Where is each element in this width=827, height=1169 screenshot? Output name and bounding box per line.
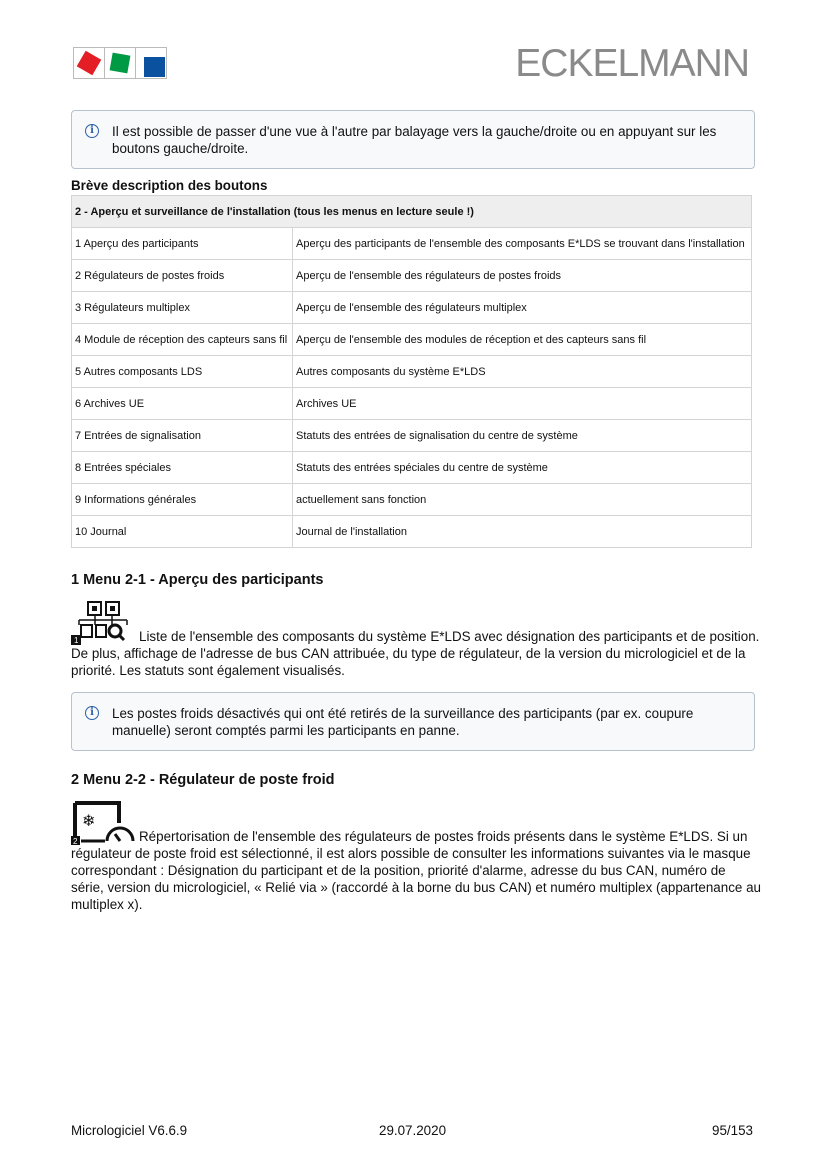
button-name: 3 Régulateurs multiplex: [72, 292, 293, 324]
table-row: [72, 228, 752, 260]
button-name: 7 Entrées de signalisation: [72, 420, 293, 452]
button-description: Aperçu de l'ensemble des modules de réception et des capteurs sans fil: [293, 324, 752, 356]
footer-version: Micrologiciel V6.6.9: [71, 1123, 188, 1138]
table-row: [72, 484, 752, 516]
footer-page-number: 95/153: [712, 1123, 753, 1138]
footer-date: 29.07.2020: [379, 1123, 447, 1138]
refrigerated-case-controller-icon: [71, 801, 135, 845]
table-title: Brève description des boutons: [71, 178, 268, 193]
button-description: Aperçu de l'ensemble des régulateurs de postes froids: [293, 260, 752, 292]
section-1-paragraph: Liste de l'ensemble des composants du système E*LDS avec désignation des participants et de position. De plus, affichage de l'adresse de bus CAN attribuée, du type de régulateur, de la version du micrologiciel et de la priorité. Les statuts sont également visualisés.: [71, 629, 760, 678]
info-box-navigation: [71, 110, 755, 169]
button-description: Aperçu des participants de l'ensemble des composants E*LDS se trouvant dans l'installation: [293, 228, 752, 260]
button-name: 9 Informations générales: [72, 484, 293, 516]
button-name: 4 Module de réception des capteurs sans fil: [72, 324, 293, 356]
button-description: Aperçu de l'ensemble des régulateurs multiplex: [293, 292, 752, 324]
icon-badge: 2: [73, 837, 78, 845]
participants-network-icon: [71, 601, 135, 645]
table-row: [72, 452, 752, 484]
button-description: actuellement sans fonction: [293, 484, 752, 516]
table-row: [72, 324, 752, 356]
brand-name: ECKELMANN: [515, 42, 749, 85]
table-row: [72, 516, 752, 548]
section-2-paragraph: Répertorisation de l'ensemble des régulateurs de postes froids présents dans le système E*LDS. Si un régulateur de poste froid est sélectionné, il est alors possible de consulter les informations suivantes via le masque correspondant : Désignation du participant et de la position, priorité d'alarme, adresse du bus CAN, numéro de série, version du micrologiciel, « Relié via » (raccordé à la borne du bus CAN) et numéro multiplex (appartenance au multiplex x).: [71, 829, 761, 912]
info-icon: i: [85, 706, 99, 720]
info-box-participants: [71, 692, 755, 751]
info-text: Il est possible de passer d'une vue à l'autre par balayage vers la gauche/droite ou en appuyant sur les boutons gauche/droite.: [112, 124, 717, 156]
button-description: Journal de l'installation: [293, 516, 752, 548]
table-row: [72, 356, 752, 388]
section-1-text: [71, 601, 761, 679]
icon-badge: 1: [74, 636, 79, 645]
button-description: Statuts des entrées de signalisation du centre de système: [293, 420, 752, 452]
table-row: [72, 260, 752, 292]
button-description: Archives UE: [293, 388, 752, 420]
section-1-title: 1 Menu 2-1 - Aperçu des participants: [71, 572, 324, 588]
info-icon: i: [85, 124, 99, 138]
button-name: 1 Aperçu des participants: [72, 228, 293, 260]
button-name: 5 Autres composants LDS: [72, 356, 293, 388]
section-2-title: 2 Menu 2-2 - Régulateur de poste froid: [71, 772, 335, 788]
table-row: [72, 420, 752, 452]
table-header: 2 - Aperçu et surveillance de l'installation (tous les menus en lecture seule !): [72, 196, 752, 228]
button-name: 10 Journal: [72, 516, 293, 548]
buttons-table: [71, 195, 752, 548]
button-description: Statuts des entrées spéciales du centre de système: [293, 452, 752, 484]
button-name: 6 Archives UE: [72, 388, 293, 420]
company-logo: [73, 47, 167, 79]
table-row: [72, 388, 752, 420]
button-description: Autres composants du système E*LDS: [293, 356, 752, 388]
button-name: 8 Entrées spéciales: [72, 452, 293, 484]
button-name: 2 Régulateurs de postes froids: [72, 260, 293, 292]
info-text: Les postes froids désactivés qui ont été retirés de la surveillance des participants (par ex. coupure manuelle) seront comptés parmi les participants en panne.: [112, 706, 694, 738]
table-row: [72, 292, 752, 324]
svg-text:❄: ❄: [82, 813, 96, 830]
section-2-text: [71, 801, 761, 913]
